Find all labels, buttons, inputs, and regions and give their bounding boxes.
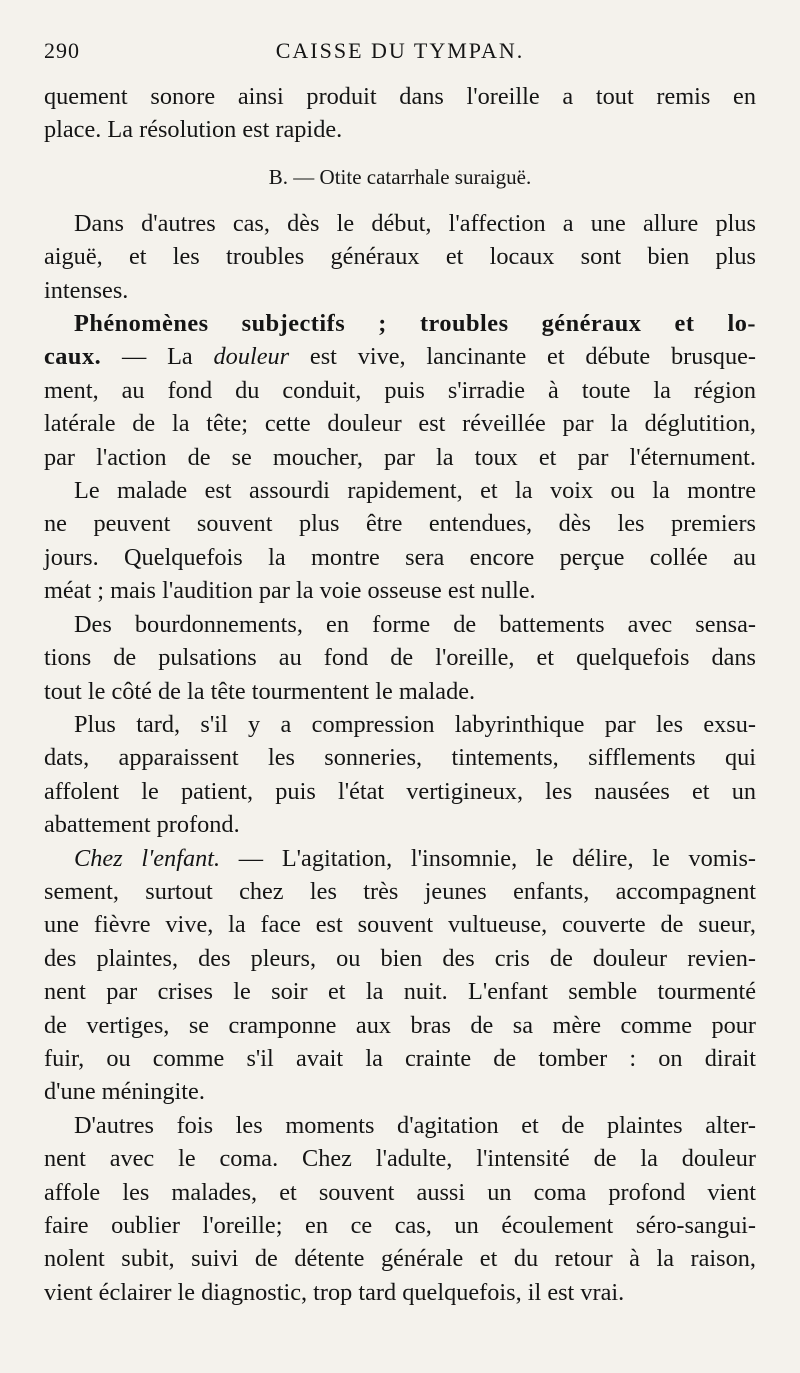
text-line: aiguë, et les troubles généraux et locaux sont bien plus xyxy=(44,243,756,271)
text-line: tout le côté de la tête tourmentent le malade. xyxy=(44,677,476,705)
paragraph-child xyxy=(44,842,756,1109)
emphasis: douleur xyxy=(213,343,290,371)
text-line: Dans d'autres cas, dès le début, l'affection a une allure plus xyxy=(74,209,756,237)
text-line: ne peuvent souvent plus être entendues, dès les premiers xyxy=(44,510,756,538)
running-title: CAISSE DU TYMPAN. xyxy=(275,38,525,63)
text-line: place. La résolution est rapide. xyxy=(44,116,343,144)
text-line: une fièvre vive, la face est souvent vultueuse, couverte de sueur, xyxy=(44,911,756,939)
text-line: affolent le patient, puis l'état vertigineux, les nausées et un xyxy=(44,777,756,805)
text-line xyxy=(44,340,756,373)
text-line: ment, au fond du conduit, puis s'irradie à toute la région xyxy=(44,376,756,404)
text-line: Des bourdonnements, en forme de battements avec sensa- xyxy=(74,610,756,638)
text-line: fuir, ou comme s'il avait la crainte de tomber : on dirait xyxy=(44,1044,756,1072)
text-line: latérale de la tête; cette douleur est réveillée par la déglutition, xyxy=(44,410,756,438)
text-line: dats, apparaissent les sonneries, tintements, sifflements qui xyxy=(44,744,756,772)
text-line: vient éclairer le diagnostic, trop tard quelquefois, il est vrai. xyxy=(44,1278,625,1306)
emphasis: Chez l'enfant. xyxy=(74,844,221,872)
text-line: faire oublier l'oreille; en ce cas, un écoulement séro-sangui- xyxy=(44,1212,756,1239)
section-title: B. — Otite catarrhale suraiguë. xyxy=(268,164,532,189)
text-line: des plaintes, des pleurs, ou bien des cris de douleur revien- xyxy=(44,944,756,972)
text-line xyxy=(44,842,756,875)
text-line xyxy=(44,307,756,340)
paragraph-later xyxy=(44,708,756,842)
text-line: Plus tard, s'il y a compression labyrinthique par les exsu- xyxy=(74,710,756,738)
page-header xyxy=(44,38,756,72)
paragraph-intro xyxy=(44,207,756,307)
paragraph-symptoms xyxy=(44,307,756,608)
text-line: tions de pulsations au fond de l'oreille, et quelquefois dans xyxy=(44,644,756,672)
paragraph-continuation xyxy=(44,80,756,147)
text-line: méat ; mais l'audition par la voie osseuse est nulle. xyxy=(44,577,536,605)
subsection-heading-end: caux. xyxy=(44,343,102,371)
text-line: quement sonore ainsi produit dans l'oreille a tout remis en xyxy=(44,83,756,110)
text-line: abattement profond. xyxy=(44,811,240,839)
text-fragment: — La xyxy=(101,343,214,371)
text-fragment: est vive, lancinante et débute brusque- xyxy=(289,343,756,371)
text-line: d'une méningite. xyxy=(44,1078,205,1106)
text-fragment: — L'agitation, l'insomnie, le délire, le vomis- xyxy=(220,844,757,872)
text-line: nent avec le coma. Chez l'adulte, l'intensité de la douleur xyxy=(44,1145,756,1173)
text-line: de vertiges, se cramponne aux bras de sa mère comme pour xyxy=(44,1011,756,1039)
text-line: par l'action de se moucher, par la toux et par l'éternument. xyxy=(44,443,756,471)
text-line: nent par crises le soir et la nuit. L'enfant semble tourmenté xyxy=(44,978,756,1006)
paragraph-buzzing xyxy=(44,608,756,708)
text-line: D'autres fois les moments d'agitation et de plaintes alter- xyxy=(74,1111,756,1139)
text-line: nolent subit, suivi de détente générale et du retour à la raison, xyxy=(44,1245,756,1273)
page-body xyxy=(44,80,756,1309)
paragraph-alternating xyxy=(44,1109,756,1309)
text-line: intenses. xyxy=(44,276,129,304)
text-line: affole les malades, et souvent aussi un coma profond vient xyxy=(44,1178,756,1206)
text-line: jours. Quelquefois la montre sera encore perçue collée au xyxy=(44,543,756,571)
text-line: sement, surtout chez les très jeunes enfants, accompagnent xyxy=(44,877,756,905)
text-line: Le malade est assourdi rapidement, et la voix ou la montre xyxy=(74,477,756,505)
subsection-heading: Phénomènes subjectifs ; troubles généraux et lo- xyxy=(74,310,756,338)
page-number: 290 xyxy=(44,38,80,63)
